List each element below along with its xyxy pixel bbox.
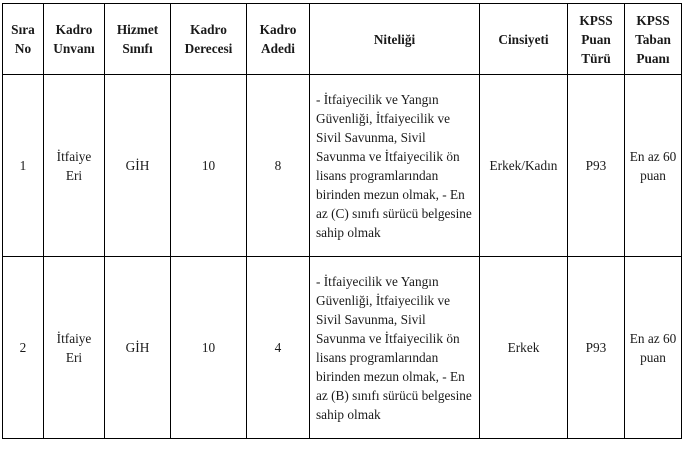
cell-sira-no: 1 bbox=[3, 75, 44, 257]
header-row bbox=[3, 4, 682, 75]
cell-kadro-derecesi: 10 bbox=[171, 257, 247, 439]
cell-hizmet-sinifi: GİH bbox=[105, 257, 171, 439]
cell-cinsiyeti: Erkek/Kadın bbox=[480, 75, 568, 257]
table-row bbox=[3, 75, 682, 257]
cell-kpss-puan-turu: P93 bbox=[568, 257, 625, 439]
cell-kpss-taban-puani: En az 60 puan bbox=[625, 257, 682, 439]
cell-kadro-unvani: İtfaiye Eri bbox=[44, 75, 105, 257]
cell-kpss-taban-puani: En az 60 puan bbox=[625, 75, 682, 257]
header-sira-no: Sıra No bbox=[3, 4, 44, 75]
cell-kadro-derecesi: 10 bbox=[171, 75, 247, 257]
header-hizmet-sinifi: Hizmet Sınıfı bbox=[105, 4, 171, 75]
positions-table bbox=[2, 3, 682, 439]
cell-sira-no: 2 bbox=[3, 257, 44, 439]
cell-kadro-adedi: 8 bbox=[247, 75, 310, 257]
header-kpss-puan-turu: KPSS Puan Türü bbox=[568, 4, 625, 75]
cell-kadro-unvani: İtfaiye Eri bbox=[44, 257, 105, 439]
cell-niteligi: - İtfaiyecilik ve Yangın Güvenliği, İtfaiyecilik ve Sivil Savunma, Sivil Savunma ve İtfaiyecilik ön lisans programlarından birinden mezun olmak, - En az (C) sınıfı sürücü belgesine sahip olmak bbox=[310, 75, 480, 257]
cell-niteligi: - İtfaiyecilik ve Yangın Güvenliği, İtfaiyecilik ve Sivil Savunma, Sivil Savunma ve İtfaiyecilik ön lisans programlarından birinden mezun olmak, - En az (B) sınıfı sürücü belgesine sahip olmak bbox=[310, 257, 480, 439]
header-niteligi: Niteliği bbox=[310, 4, 480, 75]
table-row bbox=[3, 257, 682, 439]
cell-kadro-adedi: 4 bbox=[247, 257, 310, 439]
header-cinsiyeti: Cinsiyeti bbox=[480, 4, 568, 75]
header-kpss-taban-puani: KPSS Taban Puanı bbox=[625, 4, 682, 75]
header-kadro-adedi: Kadro Adedi bbox=[247, 4, 310, 75]
header-kadro-unvani: Kadro Unvanı bbox=[44, 4, 105, 75]
cell-cinsiyeti: Erkek bbox=[480, 257, 568, 439]
header-kadro-derecesi: Kadro Derecesi bbox=[171, 4, 247, 75]
cell-hizmet-sinifi: GİH bbox=[105, 75, 171, 257]
cell-kpss-puan-turu: P93 bbox=[568, 75, 625, 257]
